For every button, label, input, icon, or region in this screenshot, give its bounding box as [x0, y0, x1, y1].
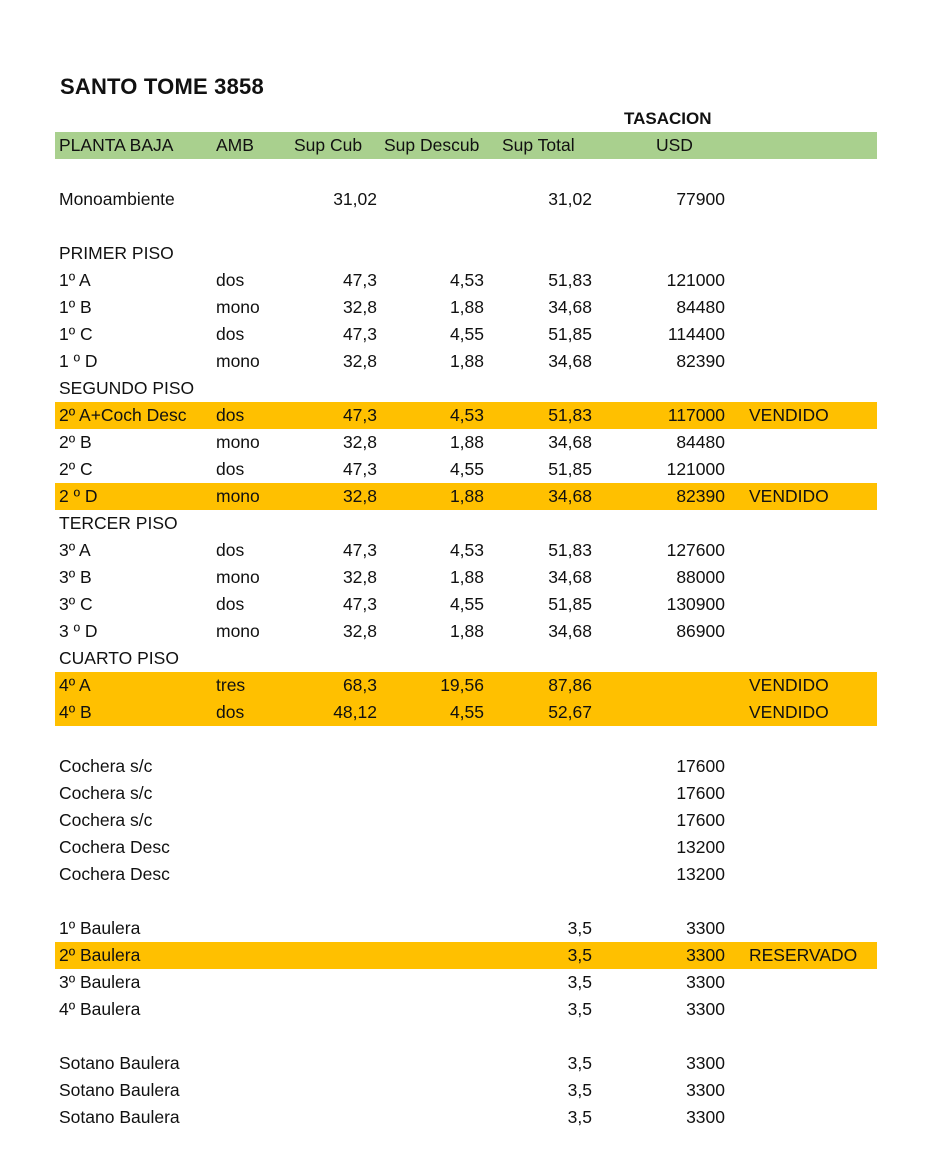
cell-usd: 77900: [676, 189, 725, 209]
cell-status: VENDIDO: [749, 702, 829, 722]
cell-status: VENDIDO: [749, 405, 829, 425]
cell-sup-cub: 31,02: [333, 189, 377, 209]
table-row: [55, 240, 877, 267]
cell-name: 2º A+Coch Desc: [59, 405, 187, 425]
cell-sup-descub: 4,53: [449, 540, 484, 560]
cell-sup-cub: 47,3: [342, 270, 377, 290]
table-row: [55, 186, 877, 213]
cell-amb: dos: [216, 459, 245, 479]
cell-name: Sotano Baulera: [59, 1053, 180, 1073]
cell-amb: dos: [216, 702, 245, 722]
table-row: [55, 375, 877, 402]
cell-name: 2º C: [59, 459, 93, 479]
table-row: [55, 564, 877, 591]
cell-sup-descub: 1,88: [449, 297, 484, 317]
cell-sup-descub: 4,55: [449, 702, 484, 722]
cell-sup-total: 3,5: [567, 918, 592, 938]
cell-usd: 130900: [666, 594, 725, 614]
cell-usd: 114400: [667, 324, 725, 344]
table-row-highlighted: [55, 402, 877, 429]
cell-usd: 3300: [686, 1080, 725, 1100]
cell-sup-descub: 4,53: [449, 270, 484, 290]
cell-amb: mono: [216, 567, 260, 587]
table-row: [55, 456, 877, 483]
cell-sup-total: 3,5: [567, 999, 592, 1019]
cell-sup-total: 31,02: [548, 189, 592, 209]
table-row: [55, 834, 877, 861]
cell-name: Cochera s/c: [59, 810, 153, 830]
cell-sup-total: 51,83: [548, 405, 592, 425]
cell-sup-descub: 1,88: [449, 621, 484, 641]
cell-sup-total: 3,5: [567, 1053, 592, 1073]
table-row-highlighted: [55, 942, 877, 969]
cell-amb: mono: [216, 621, 260, 641]
cell-sup-cub: 47,3: [342, 459, 377, 479]
cell-sup-total: 34,68: [548, 567, 592, 587]
cell-sup-total: 51,85: [548, 324, 592, 344]
table-row: [55, 1104, 877, 1131]
cell-usd: 127600: [666, 540, 725, 560]
cell-name: Sotano Baulera: [59, 1080, 180, 1100]
table-row: [55, 321, 877, 348]
cell-usd: 17600: [676, 783, 725, 803]
cell-usd: 84480: [676, 297, 725, 317]
cell-sup-total: 51,85: [548, 459, 592, 479]
cell-usd: 88000: [676, 567, 725, 587]
cell-usd: 17600: [676, 810, 725, 830]
cell-sup-descub: 1,88: [449, 432, 484, 452]
table-row: [55, 996, 877, 1023]
header-amb: AMB: [216, 135, 254, 155]
cell-sup-cub: 32,8: [342, 297, 377, 317]
cell-sup-total: 52,67: [548, 702, 592, 722]
cell-amb: dos: [216, 270, 245, 290]
cell-usd: 13200: [676, 864, 725, 884]
cell-usd: 3300: [686, 945, 725, 965]
blank-row: [55, 1023, 877, 1050]
cell-name: SEGUNDO PISO: [59, 378, 195, 398]
cell-name: 2 º D: [59, 486, 98, 506]
cell-usd: 3300: [686, 972, 725, 992]
blank-row: [55, 213, 877, 240]
cell-amb: mono: [216, 351, 260, 371]
cell-usd: 82390: [676, 486, 725, 506]
cell-usd: 86900: [676, 621, 725, 641]
cell-name: PRIMER PISO: [59, 243, 174, 263]
table-row-highlighted: [55, 483, 877, 510]
cell-sup-total: 51,83: [548, 270, 592, 290]
cell-name: Cochera s/c: [59, 783, 153, 803]
cell-name: Cochera Desc: [59, 864, 170, 884]
cell-name: 4º Baulera: [59, 999, 141, 1019]
cell-sup-descub: 1,88: [449, 486, 484, 506]
cell-amb: mono: [216, 297, 260, 317]
table-row-highlighted: [55, 672, 877, 699]
cell-amb: tres: [216, 675, 246, 695]
cell-sup-cub: 47,3: [342, 405, 377, 425]
cell-sup-total: 34,68: [548, 486, 592, 506]
cell-amb: dos: [216, 405, 245, 425]
table-row: [55, 780, 877, 807]
table-row: [55, 510, 877, 537]
cell-usd: 117000: [667, 405, 725, 425]
cell-sup-total: 51,85: [548, 594, 592, 614]
tasacion-label: TASACION: [624, 109, 712, 128]
cell-name: 4º B: [59, 702, 92, 722]
cell-amb: dos: [216, 540, 245, 560]
header-usd: USD: [656, 135, 693, 155]
cell-sup-total: 3,5: [567, 1080, 592, 1100]
cell-name: 1º A: [59, 270, 91, 290]
table-row: [55, 429, 877, 456]
cell-sup-cub: 32,8: [342, 567, 377, 587]
table-row: [55, 1077, 877, 1104]
cell-usd: 3300: [686, 1053, 725, 1073]
cell-sup-descub: 4,53: [449, 405, 484, 425]
cell-status: VENDIDO: [749, 675, 829, 695]
cell-sup-total: 34,68: [548, 621, 592, 641]
cell-amb: mono: [216, 486, 260, 506]
cell-name: 1º B: [59, 297, 92, 317]
cell-sup-descub: 4,55: [449, 324, 484, 344]
cell-usd: 121000: [666, 270, 725, 290]
cell-sup-cub: 32,8: [342, 486, 377, 506]
table-row: [55, 348, 877, 375]
cell-sup-total: 3,5: [567, 1107, 592, 1127]
cell-sup-cub: 32,8: [342, 432, 377, 452]
cell-sup-cub: 47,3: [342, 540, 377, 560]
cell-status: VENDIDO: [749, 486, 829, 506]
cell-sup-descub: 4,55: [449, 459, 484, 479]
cell-name: 3º C: [59, 594, 93, 614]
cell-amb: mono: [216, 432, 260, 452]
cell-usd: 121000: [666, 459, 725, 479]
cell-name: Cochera s/c: [59, 756, 153, 776]
cell-sup-total: 34,68: [548, 351, 592, 371]
cell-usd: 3300: [686, 918, 725, 938]
header-sup-descub: Sup Descub: [384, 135, 480, 155]
sheet-title: SANTO TOME 3858: [60, 74, 264, 99]
table-header-row: [55, 132, 877, 159]
table-body: [55, 159, 877, 1131]
cell-sup-total: 34,68: [548, 432, 592, 452]
cell-name: 4º A: [59, 675, 91, 695]
cell-name: 3º Baulera: [59, 972, 141, 992]
cell-usd: 84480: [676, 432, 725, 452]
cell-name: 1º Baulera: [59, 918, 141, 938]
table-row: [55, 915, 877, 942]
cell-sup-cub: 68,3: [342, 675, 377, 695]
cell-usd: 13200: [676, 837, 725, 857]
cell-name: 3º B: [59, 567, 92, 587]
cell-name: Monoambiente: [59, 189, 175, 209]
table-row: [55, 618, 877, 645]
spreadsheet-table: [55, 132, 877, 1131]
table-row: [55, 861, 877, 888]
table-row: [55, 753, 877, 780]
cell-sup-descub: 1,88: [449, 567, 484, 587]
cell-usd: 82390: [676, 351, 725, 371]
cell-sup-total: 34,68: [548, 297, 592, 317]
cell-amb: dos: [216, 594, 245, 614]
cell-usd: 17600: [676, 756, 725, 776]
cell-name: 1 º D: [59, 351, 98, 371]
cell-name: Cochera Desc: [59, 837, 170, 857]
cell-name: 2º Baulera: [59, 945, 141, 965]
table-row: [55, 969, 877, 996]
cell-sup-cub: 32,8: [342, 351, 377, 371]
cell-usd: 3300: [686, 1107, 725, 1127]
header-planta-baja: PLANTA BAJA: [59, 135, 174, 155]
table-row-highlighted: [55, 699, 877, 726]
header-sup-total: Sup Total: [502, 135, 575, 155]
cell-sup-cub: 32,8: [342, 621, 377, 641]
cell-name: 3 º D: [59, 621, 98, 641]
blank-row: [55, 726, 877, 753]
table-row: [55, 267, 877, 294]
cell-name: Sotano Baulera: [59, 1107, 180, 1127]
table-row: [55, 807, 877, 834]
cell-sup-cub: 48,12: [333, 702, 377, 722]
table-row: [55, 294, 877, 321]
cell-name: 3º A: [59, 540, 91, 560]
cell-sup-total: 3,5: [567, 972, 592, 992]
cell-sup-cub: 47,3: [342, 594, 377, 614]
table-row: [55, 645, 877, 672]
cell-sup-total: 51,83: [548, 540, 592, 560]
header-sup-cub: Sup Cub: [294, 135, 363, 155]
table-row: [55, 591, 877, 618]
cell-sup-descub: 4,55: [449, 594, 484, 614]
cell-status: RESERVADO: [749, 945, 858, 965]
table-row: [55, 1050, 877, 1077]
cell-sup-cub: 47,3: [342, 324, 377, 344]
blank-row: [55, 888, 877, 915]
blank-row: [55, 159, 877, 186]
cell-name: CUARTO PISO: [59, 648, 179, 668]
cell-sup-descub: 1,88: [449, 351, 484, 371]
cell-sup-total: 87,86: [548, 675, 592, 695]
cell-sup-descub: 19,56: [440, 675, 484, 695]
table-row: [55, 537, 877, 564]
cell-amb: dos: [216, 324, 245, 344]
cell-name: 2º B: [59, 432, 92, 452]
cell-usd: 3300: [686, 999, 725, 1019]
cell-name: 1º C: [59, 324, 93, 344]
cell-sup-total: 3,5: [567, 945, 592, 965]
cell-name: TERCER PISO: [59, 513, 178, 533]
